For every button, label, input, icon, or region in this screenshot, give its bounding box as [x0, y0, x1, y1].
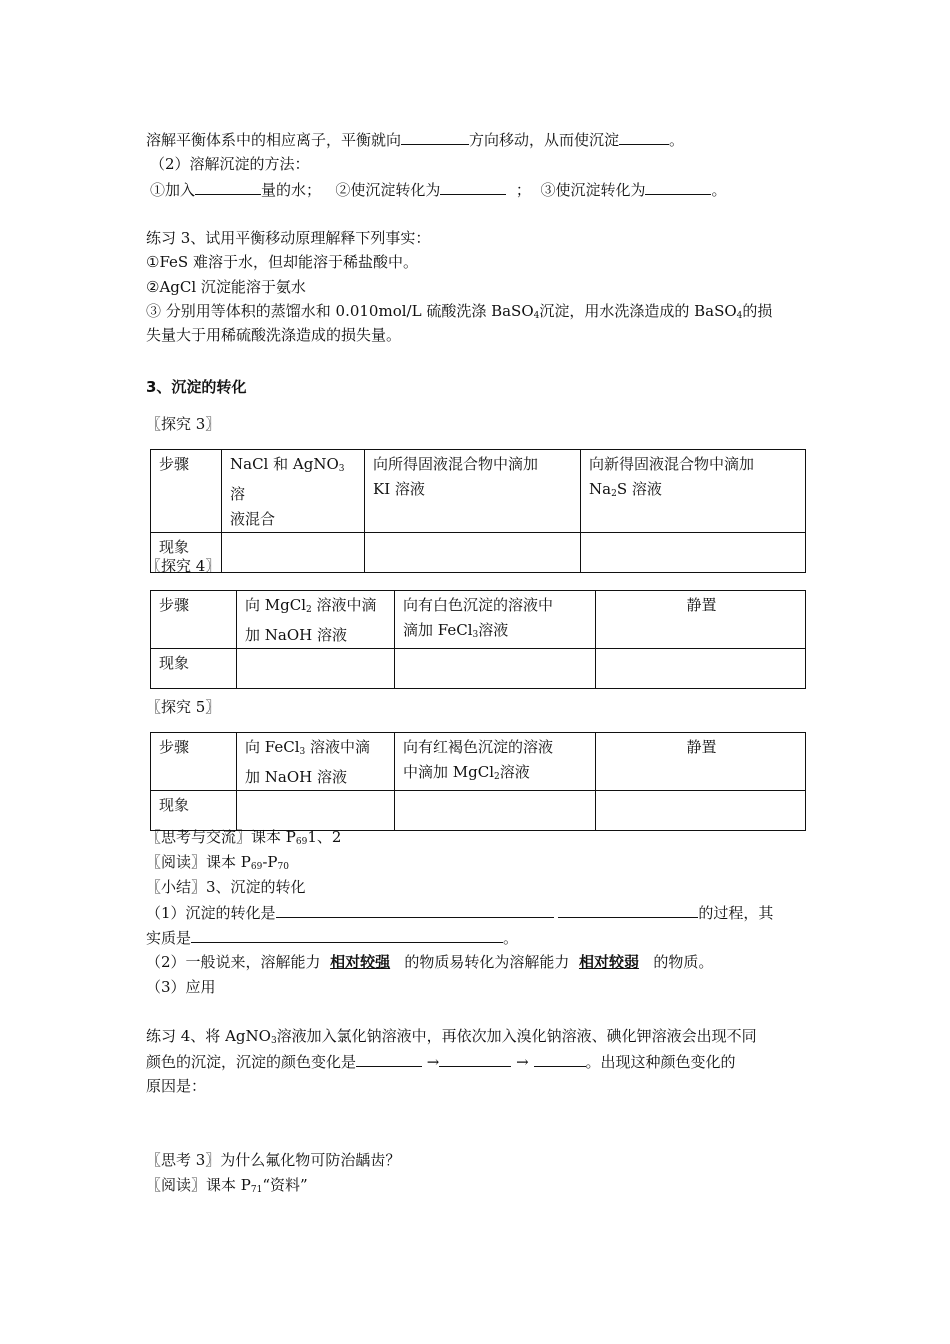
text-segment: 练习 4、将 AgNO	[146, 1027, 271, 1045]
table-cell	[151, 450, 222, 533]
table-cell	[151, 591, 237, 649]
summary-item-1	[146, 901, 773, 924]
text-segment: KI 溶液	[373, 480, 425, 498]
table-row	[151, 591, 806, 649]
text-segment: Na	[589, 480, 612, 498]
text-segment: 〖阅读〗课本 P	[146, 1176, 251, 1194]
summary-item-2	[146, 951, 713, 973]
row-header: 步骤	[159, 596, 190, 614]
table-row	[151, 533, 806, 573]
text-segment: “资料”	[262, 1176, 308, 1194]
subscript: 3	[472, 630, 479, 640]
text-segment: 。	[711, 181, 727, 199]
answer-cell[interactable]	[596, 649, 806, 689]
fill-blank[interactable]	[534, 1050, 586, 1067]
text-segment: 1、2	[307, 828, 342, 846]
row-header: 现象	[159, 654, 190, 672]
fill-blank[interactable]	[619, 128, 669, 145]
answer-strong: 相对较强	[330, 953, 391, 971]
text-segment: 溶液中滴	[305, 738, 371, 756]
text-segment: 。出现这种颜色变化的	[585, 1053, 736, 1071]
text-segment: 的物质。	[653, 953, 714, 971]
reading-1	[146, 851, 289, 878]
subscript: 2	[611, 489, 617, 499]
exercise-3-item-3-cont: 失量大于用稀硫酸洗涤造成的损失量。	[146, 326, 402, 344]
table-cell	[596, 591, 806, 649]
exercise-4-line-3: 原因是：	[146, 1077, 207, 1095]
summary-item-1-cont	[146, 926, 518, 949]
answer-cell[interactable]	[237, 791, 395, 831]
table-cell	[237, 733, 395, 791]
text-segment: 加 NaOH 溶液	[245, 626, 347, 644]
text-segment: ②使沉淀转化为	[335, 181, 441, 199]
subscript: 70	[277, 862, 289, 872]
text-segment: 向新得固液混合物中滴加	[589, 455, 755, 473]
exercise-3-title: 练习 3、试用平衡移动原理解释下列事实：	[146, 229, 431, 247]
fill-blank[interactable]	[276, 901, 554, 918]
summary-heading: 〖小结〗3、沉淀的转化	[146, 878, 306, 896]
text-segment: 加 NaOH 溶液	[245, 768, 347, 786]
table-cell	[151, 649, 237, 689]
text-segment: 滴加 FeCl	[403, 621, 473, 639]
fill-blank[interactable]	[356, 1050, 422, 1067]
fill-blank[interactable]	[558, 901, 698, 918]
table-row	[151, 450, 806, 533]
text-segment: ；	[515, 181, 531, 199]
answer-cell[interactable]	[365, 533, 581, 573]
row-header: 现象	[159, 538, 190, 556]
top-line-1	[146, 128, 684, 151]
arrow-icon: →	[426, 1053, 440, 1071]
answer-cell[interactable]	[395, 791, 596, 831]
table-cell	[222, 450, 365, 533]
subscript: 71	[250, 1185, 263, 1195]
answer-cell[interactable]	[237, 649, 395, 689]
subscript: 3	[299, 747, 306, 757]
text-segment: 向有红褐色沉淀的溶液	[403, 738, 554, 756]
probe-5-table	[150, 732, 806, 831]
table-row	[151, 733, 806, 791]
table-row	[151, 649, 806, 689]
text-segment: 。	[503, 929, 519, 947]
text-segment: 沉淀，用水洗涤造成的 BaSO	[539, 302, 737, 320]
text-segment: 方向移动，从而使沉淀	[469, 131, 620, 149]
text-segment: ③使沉淀转化为	[540, 181, 646, 199]
fill-blank[interactable]	[645, 178, 711, 195]
top-line-3	[150, 178, 727, 201]
table-cell	[395, 591, 596, 649]
section-heading: 3、沉淀的转化	[146, 378, 247, 396]
text-segment: 。	[669, 131, 685, 149]
text-segment: 液混合	[230, 510, 276, 528]
text-segment: 的物质易转化为溶解能力	[404, 953, 570, 971]
answer-weak: 相对较弱	[578, 953, 639, 971]
arrow-icon: →	[516, 1053, 529, 1071]
think-exchange	[146, 826, 341, 853]
text-segment: 量的水；	[261, 181, 322, 199]
subscript: 4	[533, 311, 540, 321]
text-segment: NaCl 和 AgNO	[230, 455, 339, 473]
text-segment: 颜色的沉淀，沉淀的颜色变化是	[146, 1053, 357, 1071]
table-cell	[237, 591, 395, 649]
text-segment: ①加入	[150, 181, 196, 199]
text-segment: 向 MgCl	[245, 596, 307, 614]
text-segment: 〖阅读〗课本 P	[146, 853, 251, 871]
summary-item-3: （3）应用	[146, 978, 216, 996]
text-segment: 溶解平衡体系中的相应离子，平衡就向	[146, 131, 402, 149]
text-segment: S 溶液	[616, 480, 662, 498]
text-segment: 静置	[686, 596, 717, 614]
answer-cell[interactable]	[596, 791, 806, 831]
exercise-3-item-1: ①FeS 难溶于水，但却能溶于稀盐酸中。	[146, 253, 418, 271]
text-segment: -P	[262, 853, 278, 871]
text-segment: 溶液中滴	[311, 596, 377, 614]
answer-cell[interactable]	[581, 533, 806, 573]
text-segment: 溶液	[499, 763, 530, 781]
text-segment: 中滴加 MgCl	[403, 763, 495, 781]
text-segment: 向有白色沉淀的溶液中	[403, 596, 554, 614]
text-segment: 向所得固液混合物中滴加	[373, 455, 539, 473]
fill-blank[interactable]	[195, 178, 261, 195]
text-segment: 溶液加入氯化钠溶液中，再依次加入溴化钠溶液、碘化钾溶液会出现不同	[276, 1027, 757, 1045]
text-segment: 静置	[686, 738, 717, 756]
subscript: 69	[250, 862, 263, 872]
table-cell	[151, 791, 237, 831]
think-3: 〖思考 3〗为什么氟化物可防治龋齿？	[146, 1151, 401, 1169]
table-cell	[581, 450, 806, 533]
fill-blank[interactable]	[439, 1050, 511, 1067]
probe-3-table	[150, 449, 806, 573]
subscript: 2	[306, 605, 312, 615]
exercise-4-line-1	[146, 1025, 757, 1052]
table-row	[151, 791, 806, 831]
table-cell	[365, 450, 581, 533]
text-segment: 的损	[742, 302, 773, 320]
exercise-3-item-2: ②AgCl 沉淀能溶于氨水	[146, 278, 306, 296]
subscript: 3	[270, 1036, 277, 1046]
fill-blank[interactable]	[440, 178, 506, 195]
row-header: 步骤	[159, 738, 190, 756]
top-line-2	[150, 153, 310, 175]
text-segment: 实质是	[146, 929, 192, 947]
answer-cell[interactable]	[222, 533, 365, 573]
subscript: 69	[295, 837, 308, 847]
text-segment: 向 FeCl	[245, 738, 300, 756]
text-segment: 〖思考与交流〗课本 P	[146, 828, 296, 846]
text-segment: （2）一般说来，溶解能力	[146, 953, 321, 971]
text-segment: 溶	[230, 485, 246, 503]
reading-2	[146, 1174, 308, 1201]
exercise-4-line-2	[146, 1050, 736, 1073]
text-segment: ③ 分别用等体积的蒸馏水和 0.010mol/L 硫酸洗涤 BaSO	[146, 302, 534, 320]
text-segment: （2）溶解沉淀的方法：	[150, 155, 310, 173]
probe-3-label: 〖探究 3〗	[146, 415, 221, 433]
exercise-3-item-3	[146, 300, 772, 327]
text-segment: 溶液	[478, 621, 509, 639]
probe-5-label: 〖探究 5〗	[146, 698, 221, 716]
fill-blank[interactable]	[401, 128, 469, 145]
text-segment: 的过程，其	[698, 904, 774, 922]
subscript: 3	[338, 464, 345, 474]
probe-4-label: 〖探究 4〗	[146, 557, 221, 575]
probe-4-table	[150, 590, 806, 689]
subscript: 4	[736, 311, 743, 321]
fill-blank[interactable]	[191, 926, 503, 943]
row-header: 步骤	[159, 455, 190, 473]
table-cell	[596, 733, 806, 791]
row-header: 现象	[159, 796, 190, 814]
table-cell	[395, 733, 596, 791]
subscript: 2	[494, 772, 500, 782]
table-cell	[151, 733, 237, 791]
answer-cell[interactable]	[395, 649, 596, 689]
text-segment: （1）沉淀的转化是	[146, 904, 276, 922]
